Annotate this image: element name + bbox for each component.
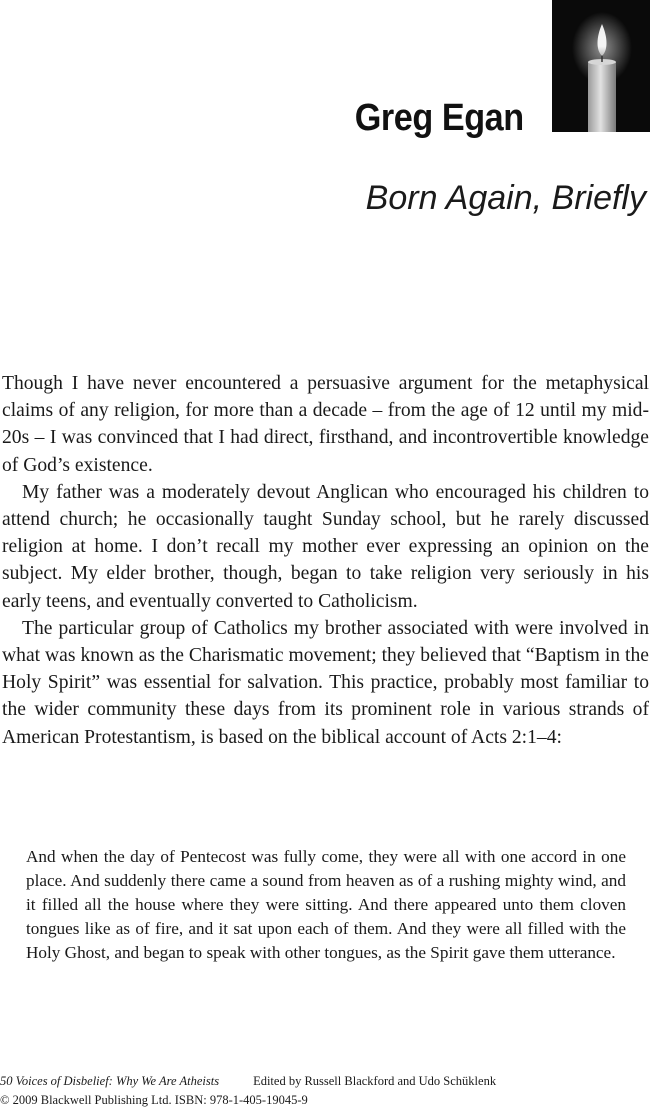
author-name: Greg Egan bbox=[355, 97, 524, 139]
body-text bbox=[2, 370, 649, 751]
paragraph: My father was a moderately devout Anglican who encouraged his children to attend church; he occasionally taught Sunday school, but he rarely discussed religion at home. I don’t recall my mother ever expressing an opinion on the subject. My elder brother, though, began to take religion very seriously in his early teens, and eventually converted to Catholicism. bbox=[2, 481, 649, 612]
copyright-line: © 2009 Blackwell Publishing Ltd. ISBN: 978-1-405-19045-9 bbox=[0, 1093, 308, 1107]
chapter-title: Born Again, Briefly bbox=[365, 179, 646, 217]
candle-icon bbox=[552, 0, 650, 132]
paragraph: The particular group of Catholics my brother associated with were involved in what was known as the Charismatic movement; they believed that “Baptism in the Holy Spirit” was essential for salvation. This practice, probably most familiar to the wider community these days from its prominent role in various strands of American Protestantism, is based on the biblical account of Acts 2:1–4: bbox=[2, 617, 649, 748]
editors-credit: Edited by Russell Blackford and Udo Schüklenk bbox=[253, 1074, 497, 1088]
paragraph: Though I have never encountered a persuasive argument for the metaphysical claims of any religion, for more than a decade – from the age of 12 until my mid-20s – I was convinced that I had direct, firsthand, and incontrovertible knowledge of God’s existence. bbox=[2, 373, 649, 476]
page-footer bbox=[0, 1072, 650, 1110]
block-quote: And when the day of Pentecost was fully come, they were all with one accord in one place. And suddenly there came a sound from heaven as of a rushing mighty wind, and it filled all the house where they were sitting. And there appeared unto them cloven tongues like as of fire, and it sat upon each of them. And they were all filled with the Holy Ghost, and began to speak with other tongues, as the Spirit gave them utterance. bbox=[26, 847, 626, 963]
candle-photo bbox=[552, 0, 650, 132]
book-title: 50 Voices of Disbelief: Why We Are Atheists bbox=[0, 1074, 220, 1088]
